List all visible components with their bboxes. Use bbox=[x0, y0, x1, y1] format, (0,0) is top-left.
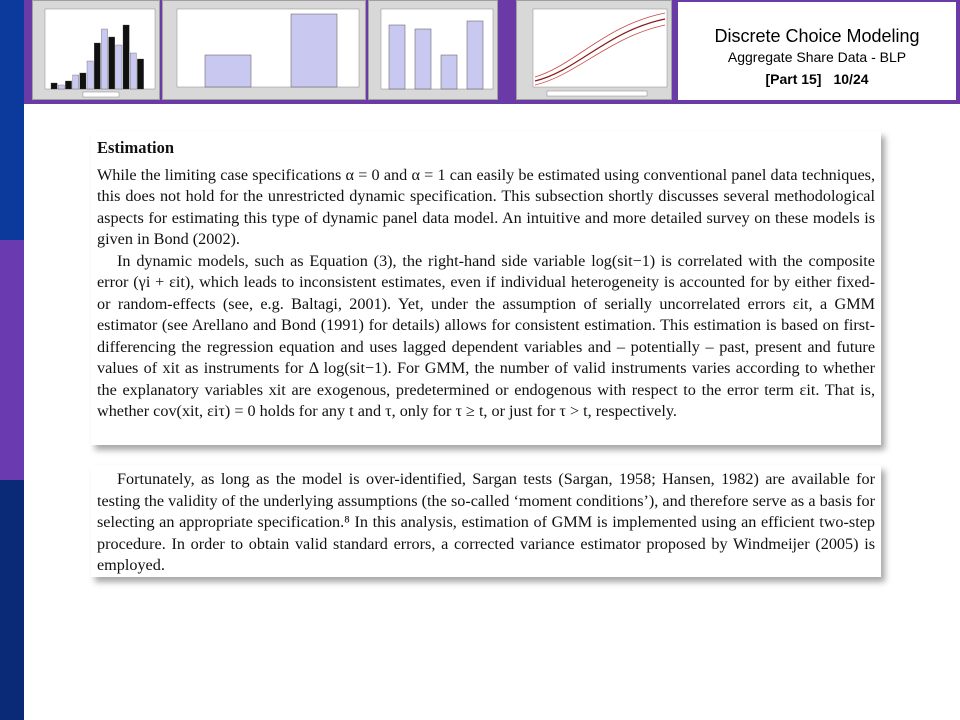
histogram-chart bbox=[33, 1, 159, 99]
bar-3 bbox=[441, 55, 457, 89]
sidebar-mid-block bbox=[0, 240, 24, 480]
histogram-bar bbox=[94, 43, 100, 89]
excerpt-panel-estimation bbox=[91, 131, 881, 445]
header-bar bbox=[24, 0, 960, 104]
thumbnail-mode-choice bbox=[368, 0, 498, 100]
histogram-bar bbox=[101, 29, 107, 89]
histogram-bar bbox=[73, 75, 79, 89]
paragraph-2: In dynamic models, such as Equation (3), the right-hand side variable log(sit−1) is correlated with the composite error (γi + εit), which leads to inconsistent estimates, even if individual heterogeneity is accounted for by either fixed- or random-effects (see, e.g. Baltagi, 2001). Yet, under the assumption of serially uncorrelated errors εit, a GMM estimator (see Arellano and Bond (1991) for details) allows for consistent estimation. This estimation is based on first-differencing the regression equation and uses lagged dependent variables and – potentially – past, present and future values of xit as instruments for Δ log(sit−1). For GMM, the number of valid instruments varies according to whether the explanatory variables xit are exogenous, predetermined or endogenous with respect to the error term εit. That is, whether cov(xit, εiτ) = 0 holds for any t and τ, only for τ ≥ t, or just for τ > t, respectively. bbox=[97, 251, 875, 420]
histogram-bar bbox=[80, 73, 86, 89]
slide-title-box bbox=[676, 0, 958, 102]
thumbnail-bar-chart bbox=[162, 0, 366, 100]
histogram-bar bbox=[65, 81, 71, 89]
partial-effects-chart bbox=[517, 1, 671, 99]
histogram-bar bbox=[116, 45, 122, 89]
paragraph-1: While the limiting case specifications α = 0 and α = 1 can easily be estimated using conventional panel data techniques, this does not hold for the unrestricted dynamic specification. This subsection shortly discusses several methodological aspects for estimating this type of dynamic panel data model. An intuitive and more detailed survey on these models is given in Bond (2002). bbox=[97, 165, 875, 248]
histogram-bar bbox=[130, 53, 136, 89]
sidebar-top-block bbox=[0, 0, 24, 240]
bar-1 bbox=[205, 55, 251, 87]
thumbnail-partial-effects bbox=[516, 0, 672, 100]
slide-number bbox=[678, 71, 956, 87]
histogram-bar bbox=[51, 83, 57, 89]
paragraph-3: Fortunately, as long as the model is over-identified, Sargan tests (Sargan, 1958; Hansen, 1982) are available for testing the validity of the underlying assumptions (the so-called ‘moment conditions’), and therefore serve as a basis for selecting an appropriate specification.⁸ In this analysis, estimation of GMM is implemented using an efficient two-step procedure. In order to obtain valid standard errors, a corrected variance estimator proposed by Windmeijer (2005) is employed. bbox=[97, 470, 875, 574]
bar-2 bbox=[291, 14, 337, 87]
course-title: Discrete Choice Modeling bbox=[714, 26, 920, 46]
left-sidebar bbox=[0, 0, 24, 720]
bar-chart bbox=[163, 1, 365, 99]
histogram-bar bbox=[109, 37, 115, 89]
course-subtitle: Aggregate Share Data - BLP bbox=[727, 49, 907, 65]
slide-counter: 10/24 bbox=[833, 71, 869, 87]
mode-choice-chart bbox=[369, 1, 497, 99]
excerpt-panel-sargan bbox=[91, 465, 881, 577]
sidebar-bottom-block bbox=[0, 480, 24, 720]
part-label: [Part 15] bbox=[765, 71, 822, 87]
bar-4 bbox=[467, 21, 483, 89]
thumbnail-histogram bbox=[32, 0, 160, 100]
section-heading: Estimation bbox=[97, 138, 175, 157]
histogram-bar bbox=[123, 25, 129, 89]
bar-1 bbox=[389, 25, 405, 89]
histogram-bar bbox=[137, 59, 143, 89]
histogram-bar bbox=[58, 85, 64, 89]
bar-2 bbox=[415, 29, 431, 89]
histogram-bar bbox=[87, 61, 93, 89]
